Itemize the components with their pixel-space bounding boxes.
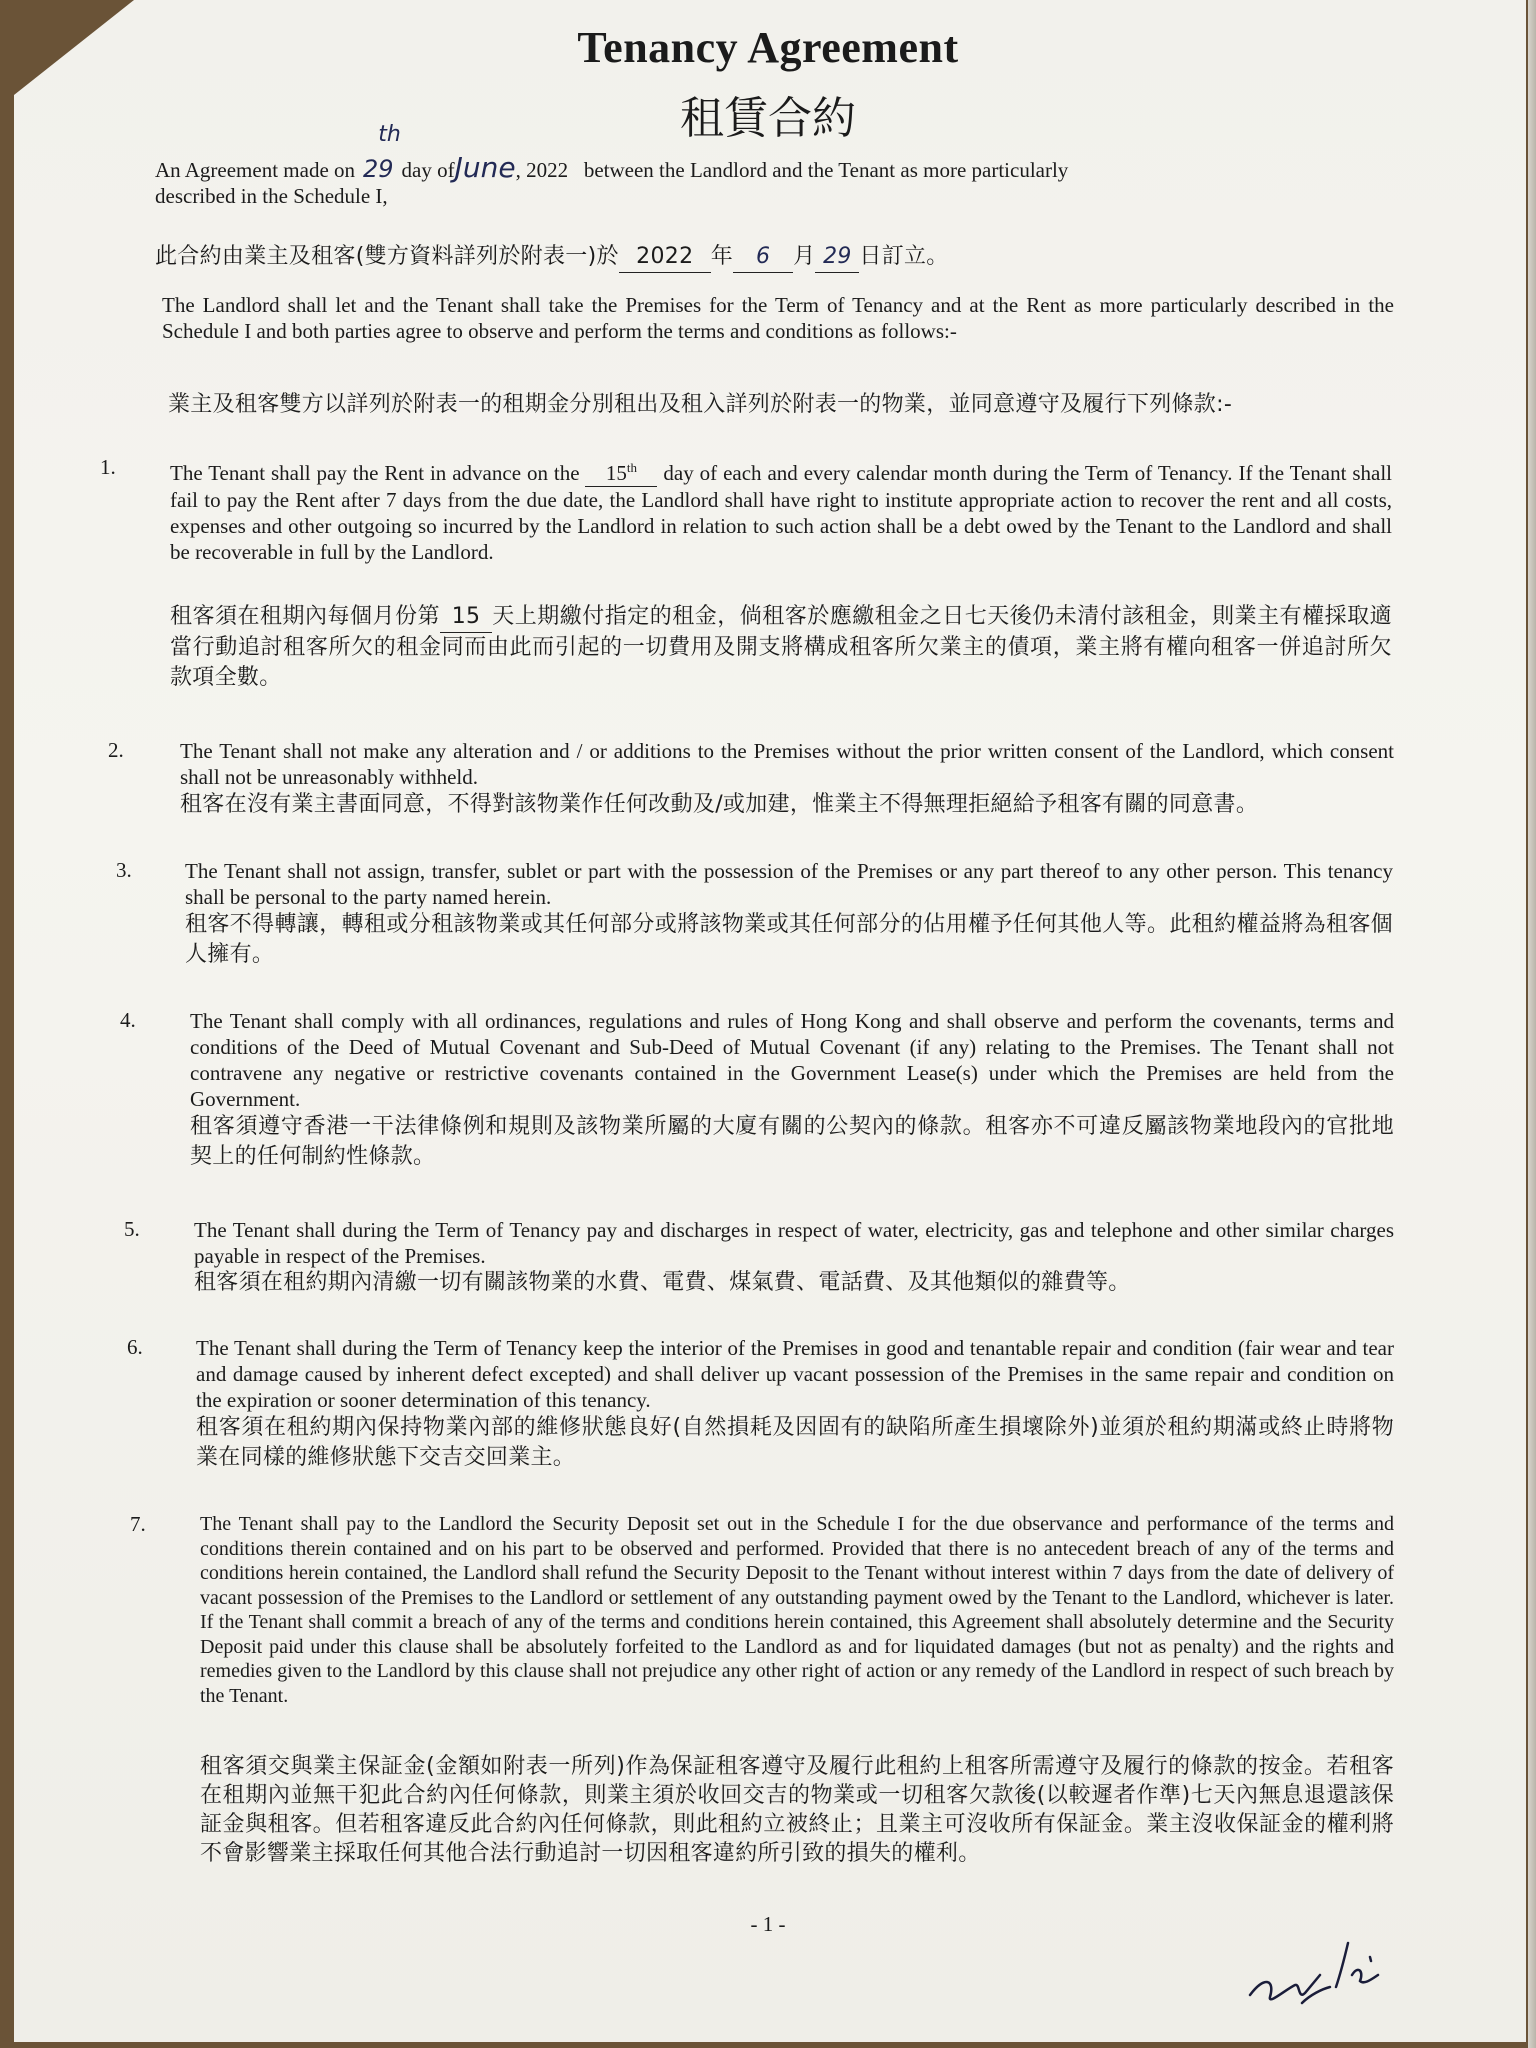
preamble-zh: 業主及租客雙方以詳列於附表一的租期金分別租出及租入詳列於附表一的物業，並同意遵守及履行下列條款:- [168, 392, 1233, 417]
clause-1-en-a: The Tenant shall pay the Rent in advance on the [170, 461, 580, 485]
clause-1-zh-a: 租客須在租期內每個月份第 [170, 604, 440, 629]
preamble-en: The Landlord shall let and the Tenant shall take the Premises for the Term of Tenancy and at the Rent as more particularly described in the Schedule I and both parties agree to observe and perform the terms and conditions as follows:- [162, 293, 1394, 343]
clause-4-number: 4. [120, 1008, 136, 1032]
intro-line2: described in the Schedule I, [155, 184, 388, 208]
rent-day-field [585, 455, 657, 487]
clause-2-en: The Tenant shall not make any alteration and / or additions to the Premises without the prior written consent of the Landlord, which consent shall not be unreasonably withheld. [180, 739, 1394, 789]
rent-day: 15 [605, 461, 627, 485]
intro-day-of: day of [401, 158, 455, 182]
clause-7-number: 7. [130, 1512, 146, 1536]
clause-3-zh: 租客不得轉讓，轉租或分租該物業或其任何部分或將該物業或其任何部分的佔用權予任何其他人等。此租約權益將為租客個人擁有。 [185, 912, 1393, 967]
intro-rest: between the Landlord and the Tenant as more particularly [583, 158, 1069, 182]
clause-5-zh: 租客須在租約期內清繳一切有關該物業的水費、電費、煤氣費、電話費、及其他類似的雜費等。 [194, 1270, 1131, 1295]
day-handwritten [360, 122, 401, 183]
clause-4-zh: 租客須遵守香港一干法律條例和規則及該物業所屬的大廈有關的公契內的條款。租客亦不可違反屬該物業地段內的官批地契上的任何制約性條款。 [190, 1114, 1394, 1169]
intro-zh-month: 6 [733, 242, 793, 273]
intro-zh-year-unit: 年 [710, 244, 734, 269]
clause-1-zh-b: 天上期繳付指定的租金，倘租客於應繳租金之日七天後仍未清付該租金，則業主有權採取適當行動追討租客所欠的租金同而由此而引起的一切費用及開支將構成租客所欠業主的債項，業主將有權向租客一併追討所欠款項全數。 [170, 604, 1392, 690]
document-title-zh: 租賃合約 [680, 93, 856, 144]
clause-1-en [170, 455, 1392, 565]
intro-day: 29 [363, 155, 394, 183]
clause-6-en: The Tenant shall during the Term of Tenancy keep the interior of the Premises in good and tenantable repair and condition (fair wear and tear and damage caused by inherent defect excepted) and shall deliver up vacant possession of the Premises in the same repair and condition on the expiration or sooner determination of this tenancy. [196, 1336, 1394, 1412]
clause-7-zh: 租客須交與業主保証金(金額如附表一所列)作為保証租客遵守及履行此租約上租客所需遵守及履行的條款的按金。若租客在租期內並無干犯此合約內任何條款，則業主須於收回交吉的物業或一切租客欠款後(以較遲者作準)七天內無息退還該保証金與租客。但若租客違反此合約內任何條款，則此租約立被終止；且業主可沒收所有保証金。業主沒收保証金的權利將不會影響業主採取任何其他合法行動追討一切因租客違約所引致的損失的權利。 [200, 1754, 1394, 1866]
page-number: - 1 - [750, 1912, 786, 1936]
intro-zh-prefix: 此合約由業主及租客(雙方資料詳列於附表一)於 [155, 244, 619, 269]
clause-3-number: 3. [116, 858, 132, 882]
clause-2-zh: 租客在沒有業主書面同意，不得對該物業作任何改動及/或加建，惟業主不得無理拒絕給予租客有關的同意書。 [180, 792, 1259, 817]
signature-icon [1240, 1905, 1420, 2015]
clause-1-en-b: day of each and every calendar month during the Term of Tenancy. If the Tenant shall fail to pay the Rent after 7 days from the due date, the Landlord shall have right to institute appropriate action to recover the rent and all costs, expenses and other outgoing so incurred by the Landlord in relation to such action shall be a debt owed by the Tenant to the Landlord and shall be recoverable in full by the Landlord. [170, 461, 1393, 564]
clause-1-zh-day: 15 [440, 602, 492, 633]
clause-7-en: The Tenant shall pay to the Landlord the Security Deposit set out in the Schedule I for the due observance and performance of the terms and conditions therein contained and on his part to be observed and performed. Provided that there is no antecedent breach of any of the terms and conditions herein contained, the Landlord shall refund the Security Deposit to the Tenant without interest within 7 days from the date of delivery of vacant possession of the Premises to the Landlord or settlement of any outstanding payment owed by the Tenant to the Landlord, whichever is later. If the Tenant shall commit a breach of any of the terms and conditions herein contained, this Agreement shall absolutely determine and the Security Deposit paid under this clause shall be absolutely forfeited to the Landlord as and for liquidated damages (but not as penalty) and the rights and remedies given to the Landlord by this clause shall not prejudice any other right of action or any remedy of the Landlord in respect of such breach by the Tenant. [200, 1513, 1394, 1707]
rent-day-suffix: th [626, 460, 638, 475]
clause-3-en: The Tenant shall not assign, transfer, sublet or part with the possession of the Premises or any part thereof to any other person. This tenancy shall be personal to the party named herein. [185, 859, 1393, 909]
document-title: Tenancy Agreement [577, 23, 959, 72]
clause-4-en: The Tenant shall comply with all ordinances, regulations and rules of Hong Kong and shall observe and perform the covenants, terms and conditions of the Deed of Mutual Covenant and Sub-Deed of Mutual Covenant (if any) relating to the Premises. The Tenant shall not contravene any negative or restrictive covenants contained in the Government Lease(s) under which the Premises are held from the Government. [190, 1009, 1394, 1111]
intro-zh-day: 29 [815, 242, 859, 273]
clause-1-zh [170, 602, 1392, 693]
month-handwritten: June [454, 151, 516, 184]
clause-5-number: 5. [124, 1217, 140, 1241]
clause-6-number: 6. [127, 1335, 143, 1359]
clause-1-number: 1. [100, 455, 116, 479]
intro-paragraph [155, 122, 1395, 209]
intro-zh [155, 242, 1395, 273]
intro-year: , 2022 [515, 158, 569, 182]
intro-zh-year: 2022 [619, 242, 711, 273]
intro-day-suffix: th [378, 122, 401, 147]
page-edge [1528, 0, 1536, 2048]
clause-5-en: The Tenant shall during the Term of Tenancy pay and discharges in respect of water, electricity, gas and telephone and other similar charges payable in respect of the Premises. [194, 1218, 1394, 1268]
clause-6-zh: 租客須在租約期內保持物業內部的維修狀態良好(自然損耗及因固有的缺陷所產生損壞除外)並須於租約期滿或終止時將物業在同樣的維修狀態下交吉交回業主。 [196, 1415, 1394, 1470]
intro-zh-day-unit: 日訂立。 [859, 244, 949, 269]
intro-zh-month-unit: 月 [793, 244, 816, 269]
intro-prefix: An Agreement made on [155, 158, 356, 182]
clause-2-number: 2. [108, 738, 124, 762]
